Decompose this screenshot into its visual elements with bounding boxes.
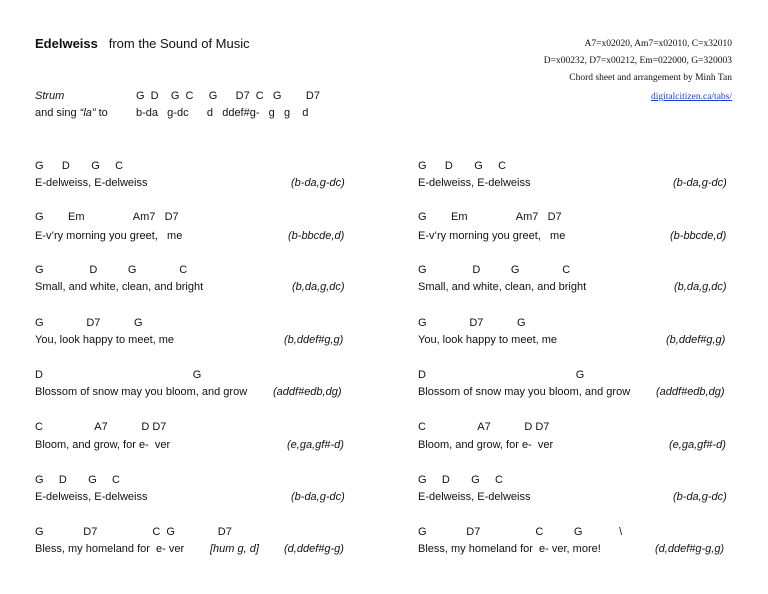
right-chords-7: G D G C (418, 474, 503, 486)
left-lyric-4: You, look happy to meet, me (35, 334, 175, 346)
left-chords-5: D G (35, 369, 202, 381)
right-lyric-8: Bless, my homeland for e- ver, more! (418, 543, 601, 555)
left-chords-8: G D7 C G D7 (35, 526, 232, 538)
right-lyric-2: E-v’ry morning you greet, me (418, 230, 566, 242)
left-note-1: (b-da,g-dc) (291, 177, 345, 189)
left-lyric-6: Bloom, and grow, for e- ver (35, 439, 171, 451)
left-lyric-1: E-delweiss, E-delweiss (35, 177, 148, 189)
strum-row (35, 90, 64, 102)
left-note-8: (d,ddef#g-g) (284, 543, 344, 555)
left-lyric-2: E-v’ry morning you greet, me (35, 230, 183, 242)
right-note-2: (b-bbcde,d) (670, 230, 727, 242)
song-title: Edelweiss (35, 36, 98, 51)
sing-la: “la” (79, 107, 96, 119)
right-chords-8: G D7 C G \ (418, 526, 623, 538)
left-note-5: (addf#edb,dg) (273, 386, 342, 398)
right-note-6: (e,ga,gf#-d) (669, 439, 726, 451)
right-note-4: (b,ddef#g,g) (666, 334, 726, 346)
left-note-4: (b,ddef#g,g) (284, 334, 344, 346)
left-hum-note: [hum g, d] (210, 543, 259, 555)
song-subtitle: from the Sound of Music (108, 36, 250, 51)
right-note-3: (b,da,g,dc) (674, 281, 727, 293)
left-note-2: (b-bbcde,d) (288, 230, 345, 242)
right-lyric-5: Blossom of snow may you bloom, and grow (418, 386, 631, 398)
left-chords-2: G Em Am7 D7 (35, 211, 179, 223)
right-chords-5: D G (418, 369, 585, 381)
left-note-7: (b-da,g-dc) (291, 491, 345, 503)
right-lyric-7: E-delweiss, E-delweiss (418, 491, 531, 503)
right-chords-6: C A7 D D7 (418, 421, 550, 433)
left-chords-1: G D G C (35, 160, 124, 172)
arrangement-credit: Chord sheet and arrangement by Minh Tan (569, 73, 732, 83)
chord-fingering-line-2: D=x00232, D7=x00212, Em=022000, G=320003 (543, 56, 732, 66)
source-link[interactable]: digitalcitizen.ca/tabs/ (651, 92, 732, 102)
left-chords-7: G D G C (35, 474, 120, 486)
right-chords-2: G Em Am7 D7 (418, 211, 562, 223)
left-lyric-5: Blossom of snow may you bloom, and grow (35, 386, 248, 398)
right-lyric-1: E-delweiss, E-delweiss (418, 177, 531, 189)
sing-to: to (95, 107, 108, 119)
right-note-8: (d,ddef#g-g,g) (655, 543, 725, 555)
left-lyric-8: Bless, my homeland for e- ver (35, 543, 185, 555)
right-note-5: (addf#edb,dg) (656, 386, 725, 398)
left-note-3: (b,da,g,dc) (292, 281, 345, 293)
left-note-6: (e,ga,gf#-d) (287, 439, 344, 451)
sing-row (35, 107, 108, 119)
left-chords-4: G D7 G (35, 317, 143, 329)
right-lyric-4: You, look happy to meet, me (418, 334, 558, 346)
right-chords-3: G D G C (418, 264, 571, 276)
right-lyric-6: Bloom, and grow, for e- ver (418, 439, 554, 451)
right-note-1: (b-da,g-dc) (673, 177, 727, 189)
right-chords-4: G D7 G (418, 317, 526, 329)
left-chords-3: G D G C (35, 264, 188, 276)
chord-fingering-line-1: A7=x02020, Am7=x02010, C=x32010 (584, 39, 732, 49)
strum-chords: G D G C G D7 C G D7 (136, 90, 320, 102)
sing-prefix: and sing (35, 107, 80, 119)
left-chords-6: C A7 D D7 (35, 421, 167, 433)
left-lyric-3: Small, and white, clean, and bright (35, 281, 204, 293)
right-chords-1: G D G C (418, 160, 507, 172)
left-lyric-7: E-delweiss, E-delweiss (35, 491, 148, 503)
right-note-7: (b-da,g-dc) (673, 491, 727, 503)
right-lyric-3: Small, and white, clean, and bright (418, 281, 587, 293)
strum-label: Strum (35, 90, 65, 102)
strum-notes: b-da g-dc d ddef#g- g g d (136, 107, 309, 119)
page-title (35, 36, 250, 51)
